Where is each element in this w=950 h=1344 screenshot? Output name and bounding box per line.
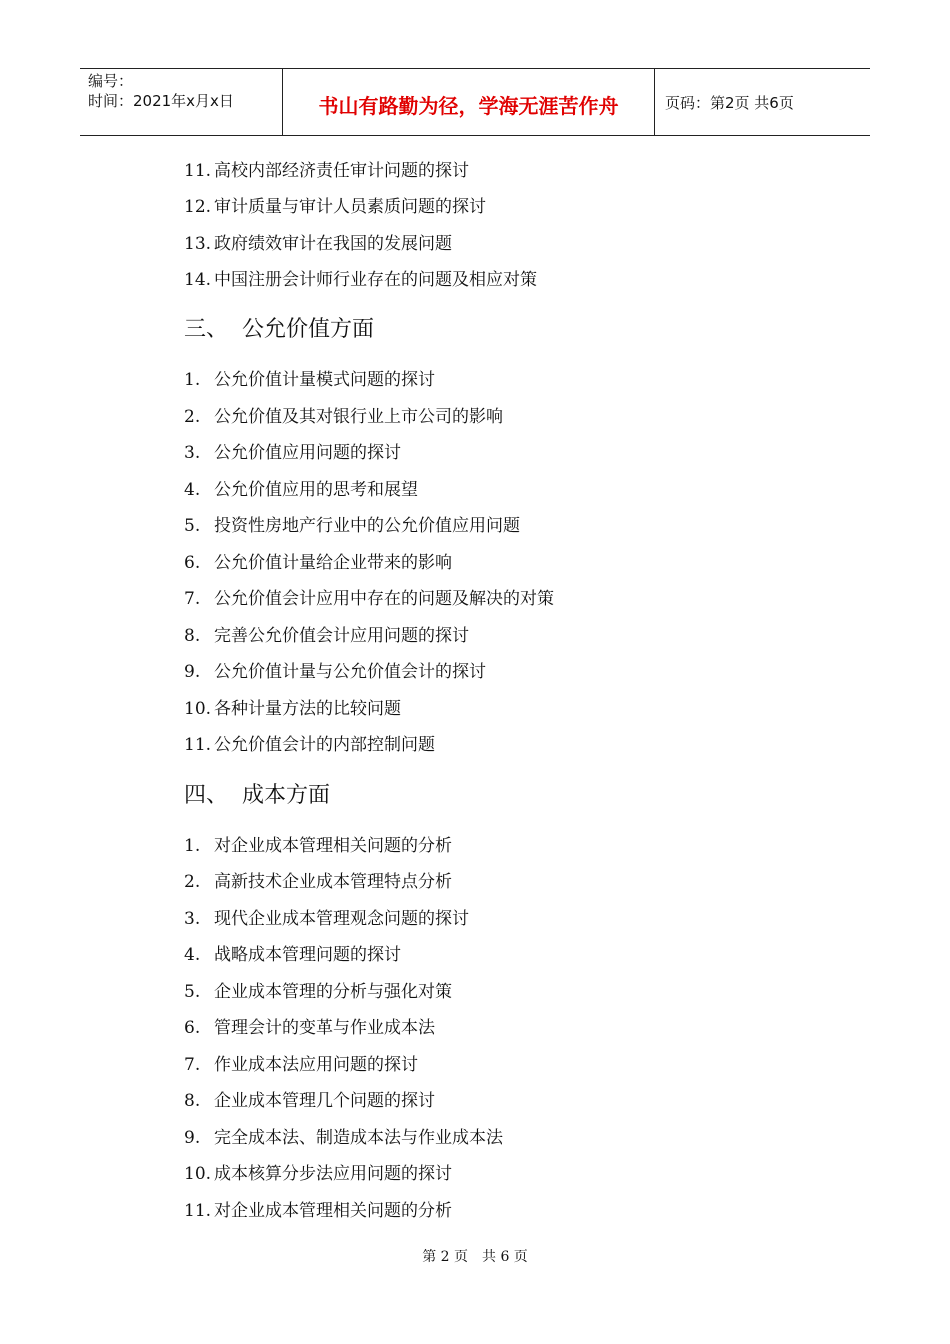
section-heading (184, 316, 374, 344)
footer-page-number: 第 2 页 (422, 1249, 468, 1265)
number-label: 编号： (88, 72, 134, 90)
item-number: 4. (184, 945, 201, 965)
footer-total-pages: 共 6 页 (482, 1249, 528, 1265)
item-text: 公允价值及其对银行业上市公司的影响 (214, 407, 503, 427)
header-page-info: 页码：第2页 共6页 (665, 93, 794, 112)
list-item (184, 406, 503, 428)
item-text: 公允价值计量模式问题的探讨 (214, 370, 435, 390)
item-text: 公允价值计量与公允价值会计的探讨 (214, 662, 486, 682)
list-item (184, 269, 537, 291)
item-number: 7. (184, 589, 201, 609)
item-number: 10. (184, 1164, 212, 1184)
item-number: 9. (184, 1128, 201, 1148)
list-item (184, 515, 520, 537)
item-text: 公允价值会计应用中存在的问题及解决的对策 (214, 589, 554, 609)
item-number: 14. (184, 270, 212, 290)
item-number: 12. (184, 197, 212, 217)
item-number: 5. (184, 516, 201, 536)
section-number: 三、 (184, 317, 229, 342)
item-number: 8. (184, 1091, 201, 1111)
item-text: 对企业成本管理相关问题的分析 (214, 836, 452, 856)
item-text: 审计质量与审计人员素质问题的探讨 (214, 197, 486, 217)
item-text: 企业成本管理的分析与强化对策 (214, 982, 452, 1002)
list-item (184, 196, 486, 218)
list-item (184, 625, 469, 647)
item-number: 6. (184, 1018, 201, 1038)
item-number: 1. (184, 836, 201, 856)
item-number: 6. (184, 553, 201, 573)
item-text: 公允价值会计的内部控制问题 (214, 735, 435, 755)
item-text: 公允价值计量给企业带来的影响 (214, 553, 452, 573)
item-text: 企业成本管理几个问题的探讨 (214, 1091, 435, 1111)
item-number: 7. (184, 1055, 201, 1075)
item-number: 10. (184, 699, 212, 719)
list-item (184, 479, 418, 501)
item-number: 4. (184, 480, 201, 500)
item-number: 2. (184, 872, 201, 892)
item-text: 政府绩效审计在我国的发展问题 (214, 234, 452, 254)
header-motto: 书山有路勤为径，学海无涯苦作舟 (282, 69, 655, 135)
list-item (184, 908, 469, 930)
list-item (184, 442, 401, 464)
list-item (184, 233, 452, 255)
item-number: 8. (184, 626, 201, 646)
list-item (184, 835, 452, 857)
list-item (184, 1127, 503, 1149)
time-label: 时间：2021年x月x日 (88, 92, 234, 110)
item-text: 战略成本管理问题的探讨 (214, 945, 401, 965)
list-item (184, 1017, 435, 1039)
item-text: 完善公允价值会计应用问题的探讨 (214, 626, 469, 646)
item-number: 13. (184, 234, 212, 254)
list-item (184, 588, 554, 610)
item-number: 9. (184, 662, 201, 682)
item-text: 公允价值应用问题的探讨 (214, 443, 401, 463)
item-text: 公允价值应用的思考和展望 (214, 480, 418, 500)
item-number: 1. (184, 370, 201, 390)
list-item (184, 552, 452, 574)
item-text: 作业成本法应用问题的探讨 (214, 1055, 418, 1075)
list-item (184, 1054, 418, 1076)
item-number: 3. (184, 909, 201, 929)
item-text: 高校内部经济责任审计问题的探讨 (214, 161, 469, 181)
header-meta (80, 69, 282, 135)
section-number: 四、 (184, 783, 229, 808)
item-number: 2. (184, 407, 201, 427)
list-item (184, 1163, 452, 1185)
list-item (184, 1200, 452, 1222)
item-text: 对企业成本管理相关问题的分析 (214, 1201, 452, 1221)
page-footer (0, 1246, 950, 1266)
item-number: 11. (184, 1201, 212, 1221)
item-text: 投资性房地产行业中的公允价值应用问题 (214, 516, 520, 536)
section-heading (184, 782, 330, 810)
section-title: 公允价值方面 (242, 317, 375, 342)
item-number: 3. (184, 443, 201, 463)
list-item (184, 981, 452, 1003)
list-item (184, 160, 469, 182)
item-text: 管理会计的变革与作业成本法 (214, 1018, 435, 1038)
list-item (184, 944, 401, 966)
item-text: 各种计量方法的比较问题 (214, 699, 401, 719)
item-text: 高新技术企业成本管理特点分析 (214, 872, 452, 892)
item-text: 中国注册会计师行业存在的问题及相应对策 (214, 270, 537, 290)
item-number: 11. (184, 735, 212, 755)
list-item (184, 871, 452, 893)
item-text: 现代企业成本管理观念问题的探讨 (214, 909, 469, 929)
list-item (184, 734, 435, 756)
list-item (184, 1090, 435, 1112)
list-item (184, 698, 401, 720)
item-text: 成本核算分步法应用问题的探讨 (214, 1164, 452, 1184)
section-title: 成本方面 (242, 783, 331, 808)
item-number: 5. (184, 982, 201, 1002)
item-number: 11. (184, 161, 212, 181)
page-header (80, 68, 870, 136)
item-text: 完全成本法、制造成本法与作业成本法 (214, 1128, 503, 1148)
list-item (184, 661, 486, 683)
list-item (184, 369, 435, 391)
